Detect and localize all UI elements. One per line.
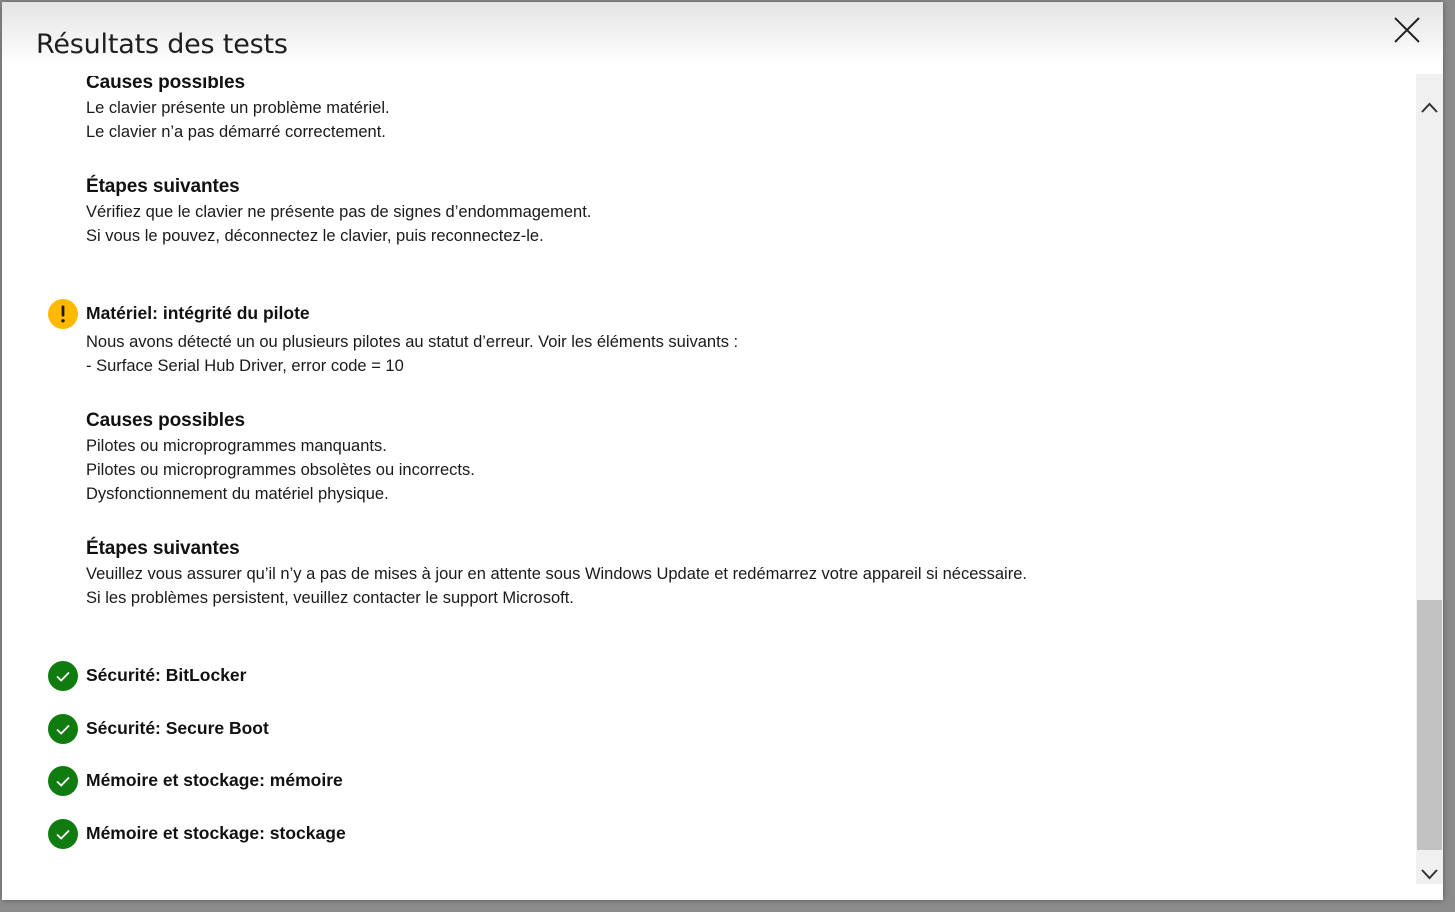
checkmark-icon — [48, 661, 78, 691]
checkmark-icon — [48, 714, 78, 744]
cause-line: Dysfonctionnement du matériel physique. — [86, 485, 389, 503]
cause-line: Pilotes ou microprogrammes obsolètes ou incorrects. — [86, 461, 475, 479]
test-title-secure-boot: Sécurité: Secure Boot — [86, 718, 269, 738]
scroll-thumb[interactable] — [1417, 600, 1442, 850]
checkmark-icon — [48, 819, 78, 849]
steps-heading: Étapes suivantes — [86, 176, 240, 197]
vertical-scrollbar[interactable] — [1416, 74, 1443, 884]
causes-heading: Causes possibles — [86, 410, 245, 431]
checkmark-icon — [48, 766, 78, 796]
description-line: - Surface Serial Hub Driver, error code = 10 — [86, 357, 404, 375]
close-button[interactable] — [1393, 16, 1421, 44]
results-list[interactable] — [2, 76, 1416, 900]
warning-icon — [48, 299, 78, 329]
cause-line: Le clavier présente un problème matériel. — [86, 99, 390, 117]
test-title-driver-integrity: Matériel: intégrité du pilote — [86, 303, 310, 323]
steps-heading: Étapes suivantes — [86, 538, 240, 559]
test-title-storage: Mémoire et stockage: stockage — [86, 823, 346, 843]
step-line: Si les problèmes persistent, veuillez contacter le support Microsoft. — [86, 589, 574, 607]
step-line: Vérifiez que le clavier ne présente pas de signes d’endommagement. — [86, 203, 592, 221]
scroll-down-button[interactable] — [1416, 862, 1443, 886]
causes-heading: Causes possibles — [86, 76, 245, 93]
step-line: Veuillez vous assurer qu’il n’y a pas de mises à jour en attente sous Windows Update et redémarrez votre appareil si nécessaire. — [86, 565, 1027, 583]
cause-line: Le clavier n’a pas démarré correctement. — [86, 123, 386, 141]
step-line: Si vous le pouvez, déconnectez le clavier, puis reconnectez-le. — [86, 227, 544, 245]
dialog-title: Résultats des tests — [36, 29, 288, 60]
close-icon — [1393, 16, 1421, 44]
dialog-header — [2, 2, 1443, 76]
test-title-bitlocker: Sécurité: BitLocker — [86, 665, 247, 685]
test-results-dialog — [2, 2, 1443, 900]
scroll-up-button[interactable] — [1416, 96, 1443, 120]
description-line: Nous avons détecté un ou plusieurs pilotes au statut d’erreur. Voir les éléments suivants : — [86, 333, 739, 351]
cause-line: Pilotes ou microprogrammes manquants. — [86, 437, 387, 455]
chevron-up-icon — [1416, 96, 1443, 120]
test-title-memory: Mémoire et stockage: mémoire — [86, 770, 343, 790]
chevron-down-icon — [1416, 862, 1443, 886]
